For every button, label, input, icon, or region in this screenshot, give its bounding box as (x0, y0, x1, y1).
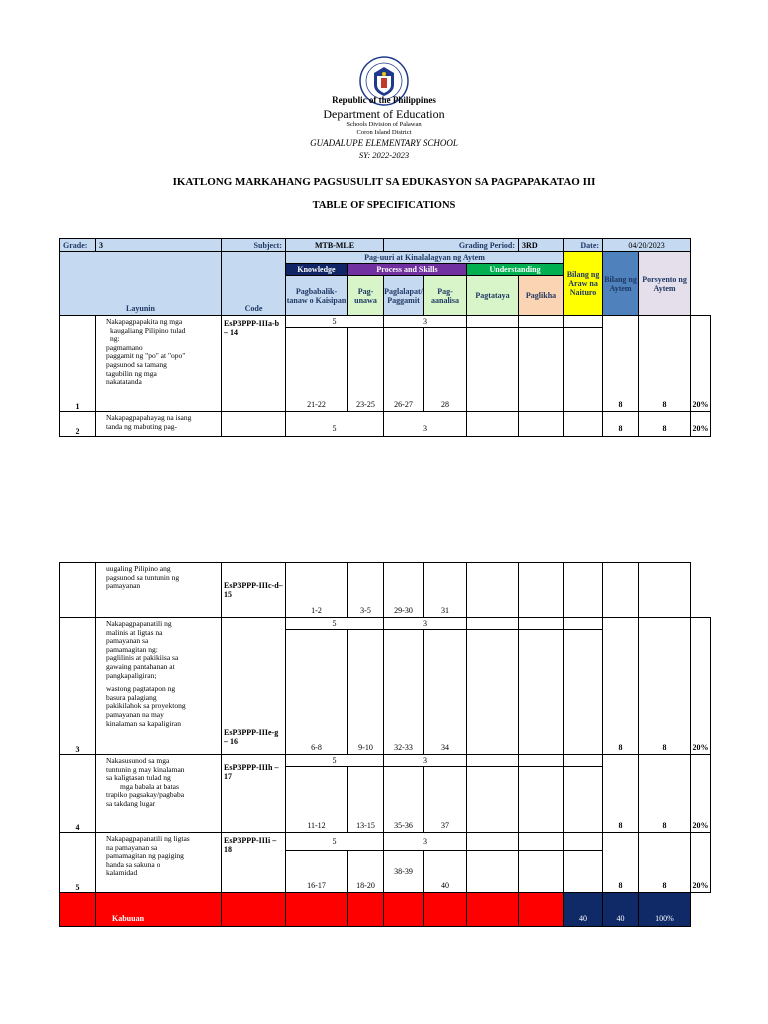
row-number: 5 (60, 833, 96, 893)
bilang-araw-value: 8 (603, 316, 639, 412)
row-layunin: uugaling Pilipino ang pagsunod sa tuntunin ng pamayanan (96, 563, 222, 618)
row-number: 1 (60, 316, 96, 412)
total-aytem: 40 (603, 893, 639, 927)
row-code: EsP3PPP-IIIa-b – 14 (222, 316, 286, 412)
process-count: 3 (384, 755, 467, 767)
total-label: Kabuuan (96, 893, 222, 927)
row-code: EsP3PPP-IIIh – 17 (222, 755, 286, 833)
process-count: 3 (384, 618, 467, 630)
department-line: Department of Education (323, 107, 445, 121)
table-row (60, 833, 711, 851)
bilang-aytem-value: 8 (639, 412, 691, 437)
table-row (60, 316, 711, 328)
item-range: 9-10 (348, 630, 384, 755)
item-range: 31 (424, 563, 467, 618)
col-paglikha: Paglikha (519, 276, 564, 316)
col-porsyento: Porsyento ng Aytem (639, 252, 691, 316)
division-line: Schools Division of Palawan (346, 121, 422, 128)
item-range: 35-36 (384, 767, 424, 833)
porsyento-value: 20% (691, 755, 711, 833)
porsyento-value: 20% (691, 618, 711, 755)
col-understanding: Understanding (467, 264, 564, 276)
item-range: 16-17 (286, 851, 348, 893)
porsyento-value: 20% (691, 412, 711, 437)
item-range: 37 (424, 767, 467, 833)
page-subtitle: TABLE OF SPECIFICATIONS (312, 200, 456, 211)
col-pagbabalik: Pagbabalik-tanaw o Kaisipan (286, 276, 348, 316)
row-layunin: Nakapagpapakita ng mga kaugaliang Pilipino tulad ng: pagmamano paggamit ng "po" at "opo" pagsunod sa tamang tagubilin ng mga nakatatanda (96, 316, 222, 412)
total-araw: 40 (564, 893, 603, 927)
date-value: 04/20/2023 (603, 239, 691, 252)
page-title: IKATLONG MARKAHANG PAGSUSULIT SA EDUKASYON SA PAGPAPAKATAO III (172, 176, 596, 188)
item-range: 26-27 (384, 328, 424, 412)
row-code: EsP3PPP-IIIe-g – 16 (222, 618, 286, 755)
table-row (60, 755, 711, 767)
knowledge-count: 5 (286, 316, 384, 328)
row-layunin: Nakapagpapanatili ng malinis at ligtas na pamayanan sa pamamagitan ng: paglilinis at pakikiisa sa gawaing pantahanan at pangkapaligiran; wastong pagtatapon ng basura palagiang pakikilahok sa proyektong pamayanan na may kinalaman sa kapaligiran (96, 618, 222, 755)
item-range: 23-25 (348, 328, 384, 412)
republic-line: Republic of the Philippines (332, 95, 436, 105)
knowledge-count: 5 (286, 755, 384, 767)
item-range: 18-20 (348, 851, 384, 893)
row-number: 4 (60, 755, 96, 833)
col-bilang-aytem: Bilang ng Aytem (603, 252, 639, 316)
knowledge-count: 5 (286, 412, 384, 437)
tos-table-page1 (59, 238, 711, 437)
bilang-araw-value: 8 (603, 833, 639, 893)
period-value: 3RD (519, 239, 564, 252)
item-range: 28 (424, 328, 467, 412)
table-row (60, 563, 711, 618)
col-pagsusuri: Pag-aanalisa (424, 276, 467, 316)
district-line: Coron Island District (356, 129, 412, 136)
subject-label: Subject: (222, 239, 286, 252)
col-bilang-araw: Bilang ng Araw na Naituro (564, 252, 603, 316)
row-layunin: Nakapagpapahayag na isang tanda ng mabuting pag- (96, 412, 222, 437)
bilang-araw-value: 8 (603, 412, 639, 437)
item-range: 6-8 (286, 630, 348, 755)
col-code: Code (222, 252, 286, 316)
item-range: 11-12 (286, 767, 348, 833)
info-row (60, 239, 711, 252)
process-count: 3 (384, 833, 467, 851)
table-row (60, 412, 711, 437)
row-layunin: Nakapagpapanatili ng ligtas na pamayanan sa pamamagitan ng pagiging handa sa sakuna o kalamidad (96, 833, 222, 893)
item-range: 21-22 (286, 328, 348, 412)
total-row (60, 893, 711, 927)
row-layunin: Nakasusunod sa mga tuntunin g may kinalaman sa kaligtasan tulad ng mga babala at batas trapiko pagsakay/pagbaba sa takdang lugar (96, 755, 222, 833)
col-process-skills: Process and Skills (348, 264, 467, 276)
date-label: Date: (564, 239, 603, 252)
bilang-aytem-value: 8 (639, 833, 691, 893)
bilang-aytem-value: 8 (639, 316, 691, 412)
item-range: 3-5 (348, 563, 384, 618)
col-knowledge: Knowledge (286, 264, 348, 276)
grade-value: 3 (96, 239, 222, 252)
item-range: 34 (424, 630, 467, 755)
item-range: 13-15 (348, 767, 384, 833)
bilang-aytem-value: 8 (639, 755, 691, 833)
tos-table-page2 (59, 562, 711, 927)
total-porsyento: 100% (639, 893, 691, 927)
row-code: EsP3PPP-IIIc-d– 15 (222, 563, 286, 618)
bilang-araw-value: 8 (603, 618, 639, 755)
school-name: GUADALUPE ELEMENTARY SCHOOL (310, 138, 458, 148)
knowledge-count: 5 (286, 618, 384, 630)
item-range: 29-30 (384, 563, 424, 618)
grade-label: Grade: (60, 239, 96, 252)
col-pagunawa: Pag-unawa (348, 276, 384, 316)
item-range: 32-33 (384, 630, 424, 755)
porsyento-value: 20% (691, 316, 711, 412)
process-count: 3 (384, 412, 467, 437)
item-range: 40 (424, 851, 467, 893)
col-layunin: Layunin (60, 252, 222, 316)
row-code: EsP3PPP-IIIi – 18 (222, 833, 286, 893)
item-range: 1-2 (286, 563, 348, 618)
item-range: 38-39 (384, 851, 424, 893)
col-paguuri: Pag-uuri at Kinalalagyan ng Aytem (286, 252, 564, 264)
period-label: Grading Period: (384, 239, 519, 252)
col-pagtataya: Pagtataya (467, 276, 519, 316)
col-paglalapat: Paglalapat/ Paggamit (384, 276, 424, 316)
row-number: 3 (60, 618, 96, 755)
school-year: SY: 2022-2023 (358, 150, 410, 160)
bilang-aytem-value: 8 (639, 618, 691, 755)
knowledge-count: 5 (286, 833, 384, 851)
porsyento-value: 20% (691, 833, 711, 893)
process-count: 3 (384, 316, 467, 328)
bilang-araw-value: 8 (603, 755, 639, 833)
table-row (60, 618, 711, 630)
subject-value: MTB-MLE (286, 239, 384, 252)
row-number: 2 (60, 412, 96, 437)
